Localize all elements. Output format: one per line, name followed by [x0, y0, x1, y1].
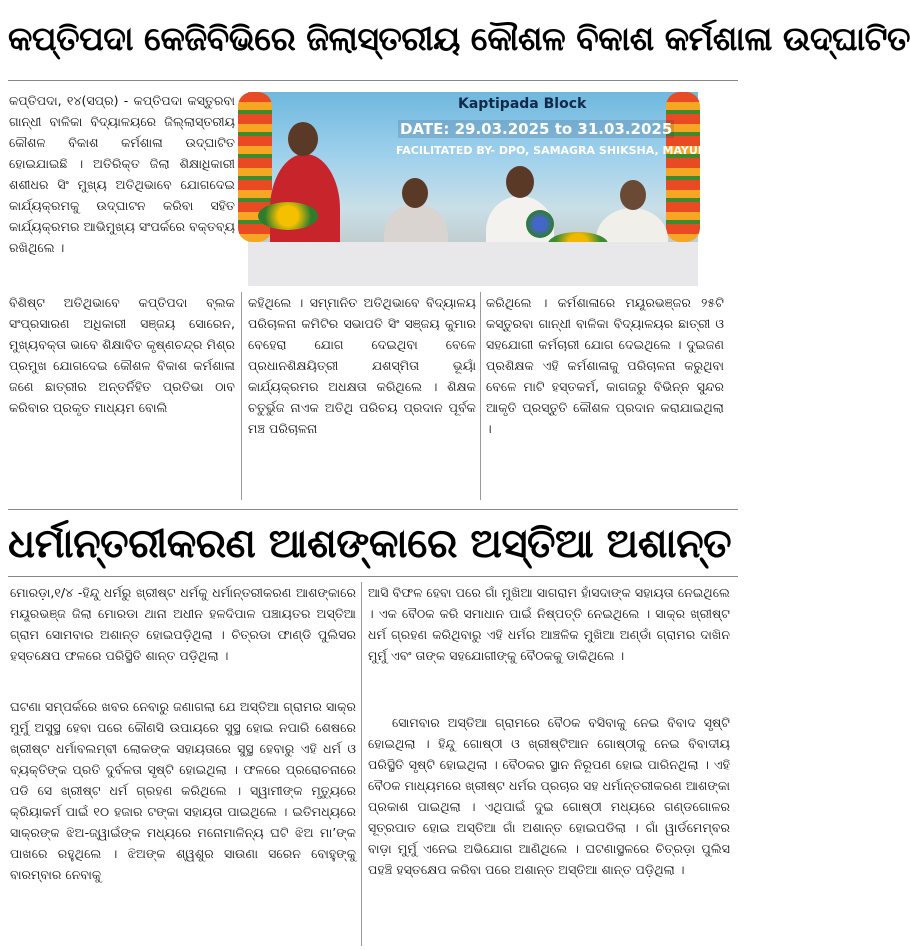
article2-paragraph-4: ସୋମବାର ଅସ୍ତିଆ ଗ୍ରାମରେ ବୈଠକ ବସିବାକୁ ନେଇ ବିବାଦ ସୃଷ୍ଟି ହୋଇଥିଲା । ହିନ୍ଦୁ ଗୋଷ୍ଠୀ ଓ ଖ୍ରୀଷ୍ଟିଆନ ଗୋଷ୍ଠୀକୁ ନେଇ ବିବାଦୀୟ ପରିସ୍ଥିତି ସୃଷ୍ଟି ହୋଇଥିଲା । ବୈଠକର ସ୍ଥାନ ନିରୂପଣ ହୋଇ ପାରିନଥିଲା । ଏହି ବୈଠକ ମାଧ୍ୟମରେ ଖ୍ରୀଷ୍ଟ ଧର୍ମର ପ୍ରଚାର ସହ ଧର୍ମାନ୍ତରୀକରଣ ଆଶଙ୍କା ପ୍ରକାଶ ପାଇଥିଲା । ଏଥିପାଇଁ ଦୁଇ ଗୋଷ୍ଠୀ ମଧ୍ୟରେ ଗଣ୍ଡଗୋଳର ସୂତ୍ରପାତ ହୋଇ ଅସ୍ତିଆ ଗାଁ ଅଶାନ୍ତ ହୋଇପଡିଲା । ଗାଁ ୱାର୍ଡମେମ୍ବର ବାଡ଼ା ମୁର୍ମୁ ଏନେଇ ଅଭିଯୋଗ ଆଣିଥିଲେ । ଘଟଣାସ୍ଥଳରେ ଚିତ୍ରଡ଼ା ପୁଲିସ ପହଞ୍ଚି ହସ୍ତକ୍ଷେପ କରିବା ପରେ ଅଶାନ୍ତ ଅସ୍ତିଆ ଶାନ୍ତ ପଡ଼ିଥିଲା ।: [368, 715, 730, 877]
article1-paragraph-1: କପ୍ତିପଦା, ୧୪(ସପ୍ର) - କପ୍ତିପଦା କସ୍ତୁରବା ଗାନ୍ଧୀ ବାଳିକା ବିଦ୍ୟାଳୟରେ ଜିଲ୍ଲାସ୍ତରୀୟ କୌଶଳ ବିକାଶ କର୍ମଶାଳା ଉଦ୍‌ଘାଟିତ ହୋଇଯାଇଛି । ଅତିରିକ୍ତ ଜିଲା ଶିକ୍ଷାଧିକାରୀ ଶଶୀଧର ସିଂ ମୁଖ୍ୟ ଅତିଥିଭାବେ ଯୋଗଦେଇ କାର୍ଯ୍ୟକ୍ରମକୁ ଉଦ୍‌ଘାଟନ କରିବା ସହିତ କାର୍ଯ୍ୟକ୍ରମର ଆଭିମୁଖ୍ୟ ସଂପର୍କରେ ବକ୍ତବ୍ୟ ରଖିଥିଲେ ।: [9, 93, 235, 255]
article1-paragraph-3: କହିଥିଲେ । ସମ୍ମାନିତ ଅତିଥିଭାବେ ବିଦ୍ୟାଳୟ ପରିଚାଳନା କମିଟିର ସଭାପତି ସିଂ ସଞ୍ଜୟ କୁମାର ବେହେରା ଯୋଗ ଦେଇଥିବା ବେଳେ ପ୍ରଧାନଶିକ୍ଷୟିତ୍ରୀ ଯଶସ୍ମିତା ଭୂୟାଁ କାର୍ଯ୍ୟକ୍ରମର ଅଧକ୍ଷତା କରିଥିଲେ । ଶିକ୍ଷକ ଚତୁର୍ଭୁଜ ନାଏକ ଅତିଥି ପରିଚୟ ପ୍ରଦାନ ପୂର୍ବକ ମଞ୍ଚ ପରିଚାଳନା: [248, 295, 476, 436]
article2-headline: ଧର୍ମାନ୍ତରୀକରଣ ଆଶଙ୍କାରେ ଅସ୍ତିଆ ଅଶାନ୍ତ: [8, 521, 732, 567]
flower-bouquet: [258, 202, 318, 230]
banner-date: DATE: 29.03.2025 to 31.03.2025: [400, 120, 673, 138]
person-head: [620, 180, 646, 210]
stage-table: [248, 242, 698, 286]
column-divider: [361, 582, 362, 946]
article2-paragraph-1: ମୋରଡ଼ା,୧/୪ -ହିନ୍ଦୁ ଧର୍ମରୁ ଖ୍ରୀଷ୍ଟ ଧର୍ମକୁ ଧର୍ମାନ୍ତରୀକରଣ ଆଶଙ୍କାରେ ମୟୂରଭଞ୍ଜ ଜିଲା ମୋରଡା ଥାନା ଅଧୀନ ହଳଦିପାଳ ପଞ୍ଚାୟତର ଅସ୍ତିଆ ଗ୍ରାମ ସୋମବାର ଅଶାନ୍ତ ହୋଇପଡ଼ିଥିଲା । ଚିତ୍ରଡା ଫାଣ୍ଡି ପୁଲିସର ହସ୍ତକ୍ଷେପ ଫଳରେ ପରିସ୍ଥିତି ଶାନ୍ତ ପଡ଼ିଥିଲା ।: [10, 585, 356, 663]
article1-paragraph-2: ବିଶିଷ୍ଟ ଅତିଥିଭାବେ କପ୍ତିପଦା ବ୍ଲକ ସଂପ୍ରସାରଣ ଅଧିକାରୀ ସଞ୍ଜୟ ସୋରେନ, ମୁଖ୍ୟବକ୍ତା ଭାବେ ଶିକ୍ଷାବିତ କୃଷ୍ଣଚନ୍ଦ୍ର ମିଶ୍ର ପ୍ରମୁଖ ଯୋଗଦେଇ କୌଶଳ ବିକାଶ କର୍ମଶାଳା ଜଣେ ଛାତ୍ରୀର ଅନ୍ତର୍ନିହିତ ପ୍ରତିଭା ଠାବ କରିବାର ପ୍ରକୃତ ମାଧ୍ୟମ ବୋଲି: [9, 295, 235, 415]
article-divider: [8, 509, 738, 510]
article1-headline: କପ୍ତିପଦା କେଜିବିଭିରେ ଜିଲାସ୍ତରୀୟ କୌଶଳ ବିକାଶ କର୍ମଶାଳା ଉଦ୍‌ଘାଟିତ: [8, 19, 910, 58]
column-divider: [241, 292, 242, 500]
column-divider: [480, 292, 481, 500]
person-head: [402, 178, 428, 208]
event-photo: [248, 92, 746, 286]
person-head: [288, 122, 318, 156]
flower-garland-right: [666, 92, 700, 242]
person-head: [506, 166, 534, 198]
article2-paragraph-2: ଘଟଣା ସମ୍ପର୍କରେ ଖବର ନେବାରୁ ଜଣାଗଲା ଯେ ଅସ୍ତିଆ ଗ୍ରାମର ସାକ୍ର ମୁର୍ମୁ ଅସୁସ୍ଥ ହେବା ପରେ କୌଣସି ଉପାୟରେ ସୁସ୍ଥ ହୋଇ ନପାରି ଶେଷରେ ଖ୍ରୀଷ୍ଟ ଧର୍ମାବଲମ୍ବୀ ଲୋକଙ୍କ ସହାୟତାରେ ସୁସ୍ଥ ହେବାରୁ ଏହି ଧର୍ମ ଓ ବ୍ୟକ୍ତିଙ୍କ ପ୍ରତି ଦୁର୍ବଳତା ସୃଷ୍ଟି ହୋଇଥିଲା । ଫଳରେ ପ୍ରରୋଚନାରେ ପଡି ସେ ଖ୍ରୀଷ୍ଟ ଧର୍ମ ଗ୍ରହଣ କରିଥିଲେ । ସ୍ୱାମୀଙ୍କ ମୃତ୍ୟୁରେ କ୍ରିୟାକର୍ମ ପାଇଁ ୧୦ ହଜାର ଟଙ୍କା ସହାୟତା ପାଇଥିଲେ । ଇତିମଧ୍ୟରେ ସାକ୍ରଙ୍କ ଝିଅ-ଜ୍ୱାଇଁଙ୍କ ମଧ୍ୟରେ ମନୋମାଳିନ୍ୟ ଘଟି ଝିଅ ମା’ଙ୍କ ପାଖରେ ରହୁଥିଲେ । ଝିଅଙ୍କ ଶ୍ୱଶୁର ସାଉଣା ସରେନ ବୋହୁଙ୍କୁ ବାରମ୍ବାର ନେବାକୁ: [10, 699, 356, 882]
article1-paragraph-4: କରିଥିଲେ । କର୍ମଶାଳାରେ ମୟୂରଭଞ୍ଜର ୨୫ଟି କସ୍ତୁରବା ଗାନ୍ଧୀ ବାଳିକା ବିଦ୍ୟାଳୟର ଛାତ୍ରୀ ଓ ସହଯୋଗୀ କର୍ମଚାରୀ ଯୋଗ ଦେଇଥିଲେ । ଦୁଇଜଣ ପ୍ରଶିକ୍ଷକ ଏହି କର୍ମଶାଳାକୁ ପରିଚାଳନା କରୁଥିବା ବେଳେ ମାଟି ହସ୍ତକର୍ମ, କାଗଜରୁ ବିଭିନ୍ନ ସୁନ୍ଦର ଆକୃତି ପ୍ରସ୍ତୁତି କୌଶଳ ପ୍ରଦାନ କରାଯାଇଥିଲା ।: [486, 295, 724, 436]
article2-paragraph-3: ଆସି ବିଫଳ ହେବା ପରେ ଗାଁ ମୁଖିଆ ସାଗରାମ ହାଁସଦାଙ୍କ ସହାୟତା ନେଇଥିଲେ । ଏକ ବୈଠକ କରି ସମାଧାନ ପାଇଁ ନିଷ୍ପତ୍ତି ନେଇଥିଲେ । ସାକ୍ର ଖ୍ରୀଷ୍ଟ ଧର୍ମ ଗ୍ରହଣ କରିଥିବାରୁ ଏହି ଧର୍ମର ଆଞ୍ଚଳିକ ମୁଖିଆ ଅଣ୍ଡାଁ ଗ୍ରାମର ଦାଖିନ ମୁର୍ମୁ ଏବଂ ତାଙ୍କ ସହଯୋଗୀଙ୍କୁ ବୈଠକକୁ ଡାକିଥିଲେ ।: [368, 585, 730, 663]
banner-title: Kaptipada Block: [458, 96, 587, 112]
headline-divider: [8, 80, 738, 81]
banner-facilitator: FACILITATED BY- DPO, SAMAGRA SHIKSHA, MAYURBHANJ: [396, 144, 746, 157]
headline-divider: [8, 576, 738, 577]
flower-bouquet: [526, 210, 554, 238]
